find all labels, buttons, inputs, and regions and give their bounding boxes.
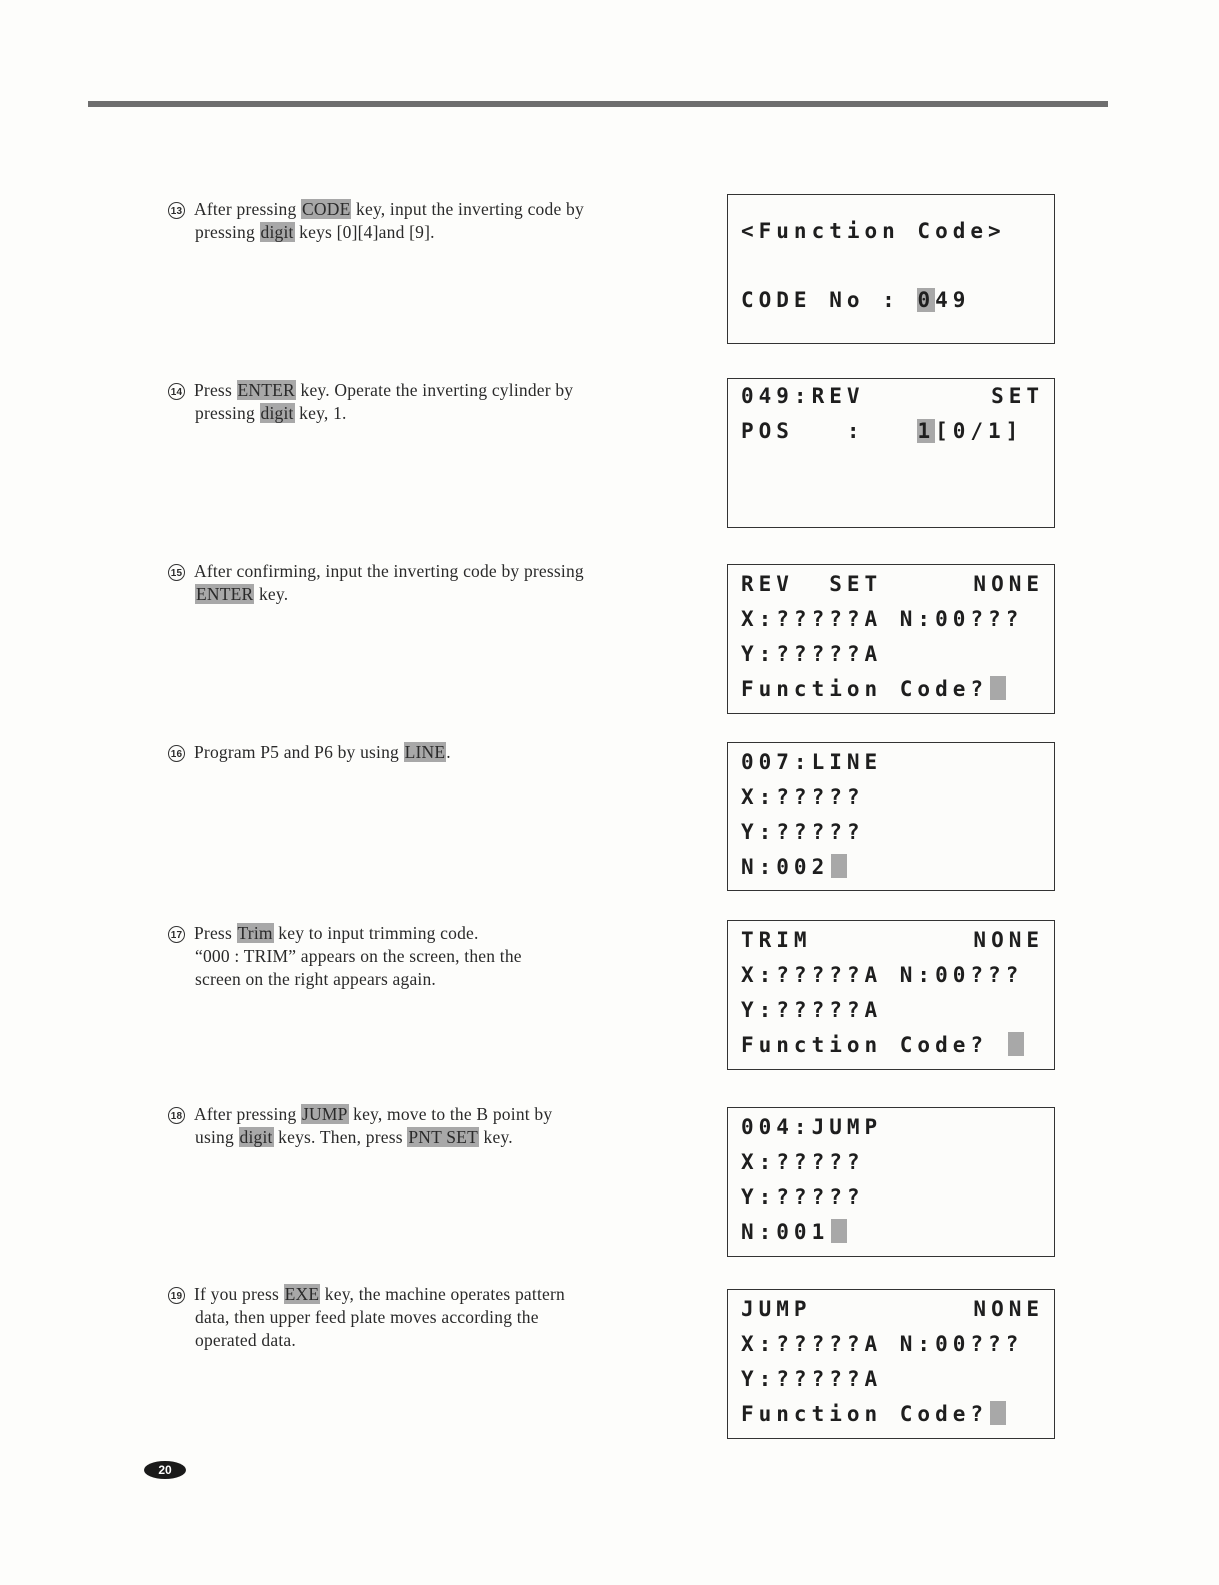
lcd-row xyxy=(741,963,1044,991)
lcd-row xyxy=(741,998,1044,1026)
step-number-badge: 17 xyxy=(168,926,185,943)
key-label: EXE xyxy=(284,1284,320,1304)
step-text: data, then upper feed plate moves according the xyxy=(195,1307,539,1327)
cursor-block xyxy=(1008,1032,1024,1056)
step-text: pressing xyxy=(195,222,260,242)
key-label: JUMP xyxy=(302,1104,348,1124)
step-line xyxy=(168,1306,668,1329)
step-text: key. Operate the inverting cylinder by xyxy=(295,380,574,400)
step-line xyxy=(168,741,668,764)
step-text: key. xyxy=(254,584,289,604)
step-16 xyxy=(168,741,668,764)
step-17 xyxy=(168,922,668,991)
lcd-screen-trim xyxy=(727,920,1055,1070)
lcd-row xyxy=(741,820,1044,848)
step-text: After pressing xyxy=(194,199,302,219)
lcd-row xyxy=(741,1185,1044,1213)
lcd-row xyxy=(741,1332,1044,1360)
key-label: digit xyxy=(260,222,294,242)
lcd-screen-rev-set xyxy=(727,378,1055,528)
cursor-digit: 1 xyxy=(917,419,936,443)
step-line xyxy=(168,968,668,991)
lcd-text: JUMP xyxy=(741,1297,812,1321)
lcd-row xyxy=(741,288,1044,316)
key-label: LINE xyxy=(404,742,446,762)
cursor-block xyxy=(831,1219,847,1243)
lcd-text: X:????? xyxy=(741,785,865,809)
key-label: digit xyxy=(260,403,294,423)
lcd-row xyxy=(741,1032,1044,1060)
lcd-row xyxy=(741,750,1044,778)
step-14 xyxy=(168,379,668,425)
step-line xyxy=(168,583,668,606)
lcd-row xyxy=(741,1115,1044,1143)
step-line xyxy=(168,922,668,945)
lcd-screen-jump-none xyxy=(727,1289,1055,1439)
step-text: Press xyxy=(194,380,237,400)
lcd-text: 49 xyxy=(935,288,971,312)
lcd-row xyxy=(741,419,1044,447)
lcd-status: NONE xyxy=(973,1297,1044,1321)
step-text: Press xyxy=(194,923,237,943)
lcd-row xyxy=(741,1219,1044,1247)
lcd-text: 007:LINE xyxy=(741,750,883,774)
cursor-digit: 0 xyxy=(917,288,936,312)
step-line xyxy=(168,198,668,221)
lcd-text: 049:REV xyxy=(741,384,865,408)
key-label: CODE xyxy=(302,199,351,219)
lcd-text: Function Code? xyxy=(741,1402,989,1426)
step-text: using xyxy=(195,1127,239,1147)
step-number-badge: 14 xyxy=(168,383,185,400)
lcd-row xyxy=(741,1297,1044,1325)
step-19 xyxy=(168,1283,668,1352)
lcd-text: CODE No : xyxy=(741,288,918,312)
page-number-badge: 20 xyxy=(144,1461,186,1479)
lcd-text: 004:JUMP xyxy=(741,1115,883,1139)
step-line xyxy=(168,379,668,402)
lcd-status: SET xyxy=(991,384,1044,408)
step-number-badge: 19 xyxy=(168,1287,185,1304)
lcd-text: X:????? xyxy=(741,1150,865,1174)
step-15 xyxy=(168,560,668,606)
step-text: key, the machine operates pattern xyxy=(320,1284,565,1304)
lcd-screen-line xyxy=(727,742,1055,891)
step-line xyxy=(168,945,668,968)
step-line xyxy=(168,1283,668,1306)
lcd-text: X:?????A N:00??? xyxy=(741,1332,1024,1356)
step-13 xyxy=(168,198,668,244)
lcd-text: POS : xyxy=(741,419,918,443)
lcd-text: X:?????A N:00??? xyxy=(741,607,1024,631)
lcd-text: N:001 xyxy=(741,1220,830,1244)
lcd-row xyxy=(741,607,1044,635)
lcd-screen-jump-point xyxy=(727,1107,1055,1257)
lcd-text: <Function Code> xyxy=(741,219,1006,243)
step-text: key, move to the B point by xyxy=(348,1104,553,1124)
step-line xyxy=(168,1329,668,1352)
lcd-text: X:?????A N:00??? xyxy=(741,963,1024,987)
step-line xyxy=(168,1126,668,1149)
step-number-badge: 18 xyxy=(168,1107,185,1124)
step-text: pressing xyxy=(195,403,260,423)
lcd-row xyxy=(741,642,1044,670)
step-line xyxy=(168,560,668,583)
step-text: keys. Then, press xyxy=(273,1127,408,1147)
lcd-text: REV SET xyxy=(741,572,883,596)
lcd-text: [0/1] xyxy=(935,419,1024,443)
step-text: key, input the inverting code by xyxy=(351,199,584,219)
step-text: screen on the right appears again. xyxy=(195,969,437,989)
lcd-row xyxy=(741,676,1044,704)
step-text: After confirming, input the inverting code by pressing xyxy=(194,561,584,581)
lcd-screen-function-code xyxy=(727,194,1055,344)
lcd-row xyxy=(741,1401,1044,1429)
lcd-text: Y:????? xyxy=(741,1185,865,1209)
cursor-block xyxy=(831,854,847,878)
lcd-row xyxy=(741,384,1044,412)
lcd-text: Function Code? xyxy=(741,1033,1006,1057)
key-label: Trim xyxy=(237,923,273,943)
step-18 xyxy=(168,1103,668,1149)
key-label: PNT SET xyxy=(408,1127,478,1147)
step-text: operated data. xyxy=(195,1330,296,1350)
lcd-row xyxy=(741,1150,1044,1178)
header-rule xyxy=(88,101,1108,107)
step-text: key. xyxy=(478,1127,513,1147)
lcd-text: Y:?????A xyxy=(741,642,883,666)
key-label: ENTER xyxy=(237,380,295,400)
lcd-row xyxy=(741,1367,1044,1395)
cursor-block xyxy=(990,1401,1006,1425)
step-line xyxy=(168,1103,668,1126)
step-text: After pressing xyxy=(194,1104,302,1124)
step-line xyxy=(168,402,668,425)
lcd-screen-rev-none xyxy=(727,564,1055,714)
step-number-badge: 16 xyxy=(168,745,185,762)
step-line xyxy=(168,221,668,244)
lcd-text: Y:?????A xyxy=(741,1367,883,1391)
step-text: “000 : TRIM” appears on the screen, then the xyxy=(195,946,522,966)
step-number-badge: 13 xyxy=(168,202,185,219)
lcd-row xyxy=(741,785,1044,813)
step-text: key, 1. xyxy=(294,403,347,423)
lcd-text: Y:?????A xyxy=(741,998,883,1022)
step-text: If you press xyxy=(194,1284,284,1304)
lcd-text: Y:????? xyxy=(741,820,865,844)
step-text: key to input trimming code. xyxy=(273,923,479,943)
key-label: ENTER xyxy=(196,584,254,604)
step-text: . xyxy=(446,742,451,762)
lcd-text: TRIM xyxy=(741,928,812,952)
lcd-row xyxy=(741,219,1044,247)
lcd-status: NONE xyxy=(973,572,1044,596)
lcd-row xyxy=(741,928,1044,956)
step-text: keys [0][4]and [9]. xyxy=(294,222,435,242)
lcd-status: NONE xyxy=(973,928,1044,952)
lcd-row xyxy=(741,572,1044,600)
cursor-block xyxy=(990,676,1006,700)
lcd-text: N:002 xyxy=(741,855,830,879)
lcd-text: Function Code? xyxy=(741,677,989,701)
lcd-row xyxy=(741,854,1044,882)
key-label: digit xyxy=(239,1127,273,1147)
step-number-badge: 15 xyxy=(168,564,185,581)
step-text: Program P5 and P6 by using xyxy=(194,742,404,762)
